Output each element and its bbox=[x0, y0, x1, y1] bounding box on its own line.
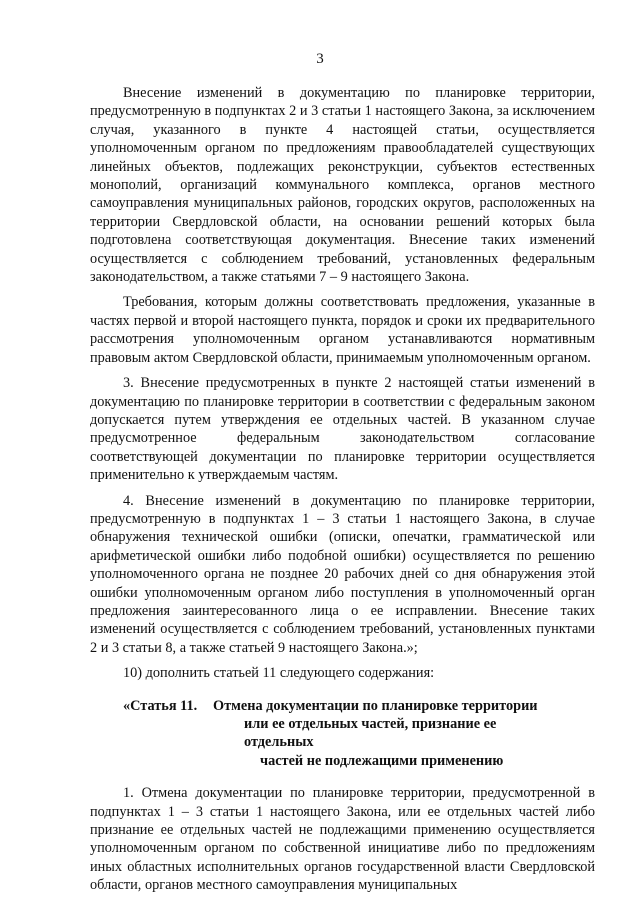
article-title bbox=[213, 697, 568, 771]
paragraph-article-11-item-1: 1. Отмена документации по планировке территории, предусмотренной в подпунктах 1 – 3 статьи 1 настоящего Закона, или ее отдельных частей либо признание ее отдельных частей не подлежащими применению осуществляется уполномоченным органом по собственной инициативе либо по предложениям иных областных исполнительных органов государственной власти Свердловской области, органов местного самоуправления муниципальных bbox=[90, 785, 595, 894]
article-title-line-3: частей не подлежащими применению bbox=[260, 752, 504, 769]
article-title-line-2: или ее отдельных частей, признание ее отдельных bbox=[244, 716, 497, 751]
paragraph-item-4: 4. Внесение изменений в документацию по планировке территории, предусмотренную в подпунктах 1 – 3 статьи 1 настоящего Закона, в случае обнаружения технической ошибки (описки, опечатки, грамматической или арифметической ошибки либо подобной ошибки) осуществляется по решению уполномоченного органа не позднее 20 рабочих дней со дня обнаружения этой ошибки уполномоченным органом либо поступления в уполномоченный орган предложения заинтересованного лица о ее исправлении. Внесение таких изменений осуществляется с соблюдением требований, установленных пунктами 2 и 3 статьи 8, а также статьей 9 настоящего Закона.»; bbox=[90, 492, 595, 656]
page-number: 3 bbox=[316, 51, 324, 67]
paragraph-requirements: Требования, которым должны соответствовать предложения, указанные в частях первой и второй настоящего пункта, порядок и сроки их предварительного рассмотрения уполномоченным органом устанавливаются нормативным правовым актом Свердловской области, принимаемым уполномоченным органом. bbox=[90, 294, 595, 366]
document-body bbox=[90, 84, 595, 902]
article-title-line-1: Отмена документации по планировке территории bbox=[213, 697, 538, 714]
amendment-item-10: 10) дополнить статьей 11 следующего содержания: bbox=[123, 665, 435, 682]
paragraph-item-3: 3. Внесение предусмотренных в пункте 2 настоящей статьи изменений в документацию по планировке территории в соответствии с федеральным законом допускается путем утверждения ее отдельных частей. В указанном случае предусмотренное федеральным законодательством согласование соответствующей документации по планировке территории осуществляется применительно к утверждаемым частям. bbox=[90, 375, 595, 484]
paragraph-amendment-procedure: Внесение изменений в документацию по планировке территории, предусмотренную в подпунктах 2 и 3 статьи 1 настоящего Закона, за исключением случая, указанного в пункте 4 настоящей статьи, осуществляется уполномоченным органом по предложениям правообладателей существующих линейных объектов, подлежащих реконструкции, субъектов естественных монополий, организаций коммунального комплекса, органов местного самоуправления муниципальных районов, городских округов, расположенных на территории Свердловской области, на основании решений которых была подготовлена соответствующая документация. Внесение таких изменений осуществляется с соблюдением требований, установленных федеральным законодательством, а также статьями 7 – 9 настоящего Закона. bbox=[90, 85, 595, 286]
article-heading bbox=[90, 697, 595, 771]
article-label: «Статья 11. bbox=[123, 697, 198, 714]
